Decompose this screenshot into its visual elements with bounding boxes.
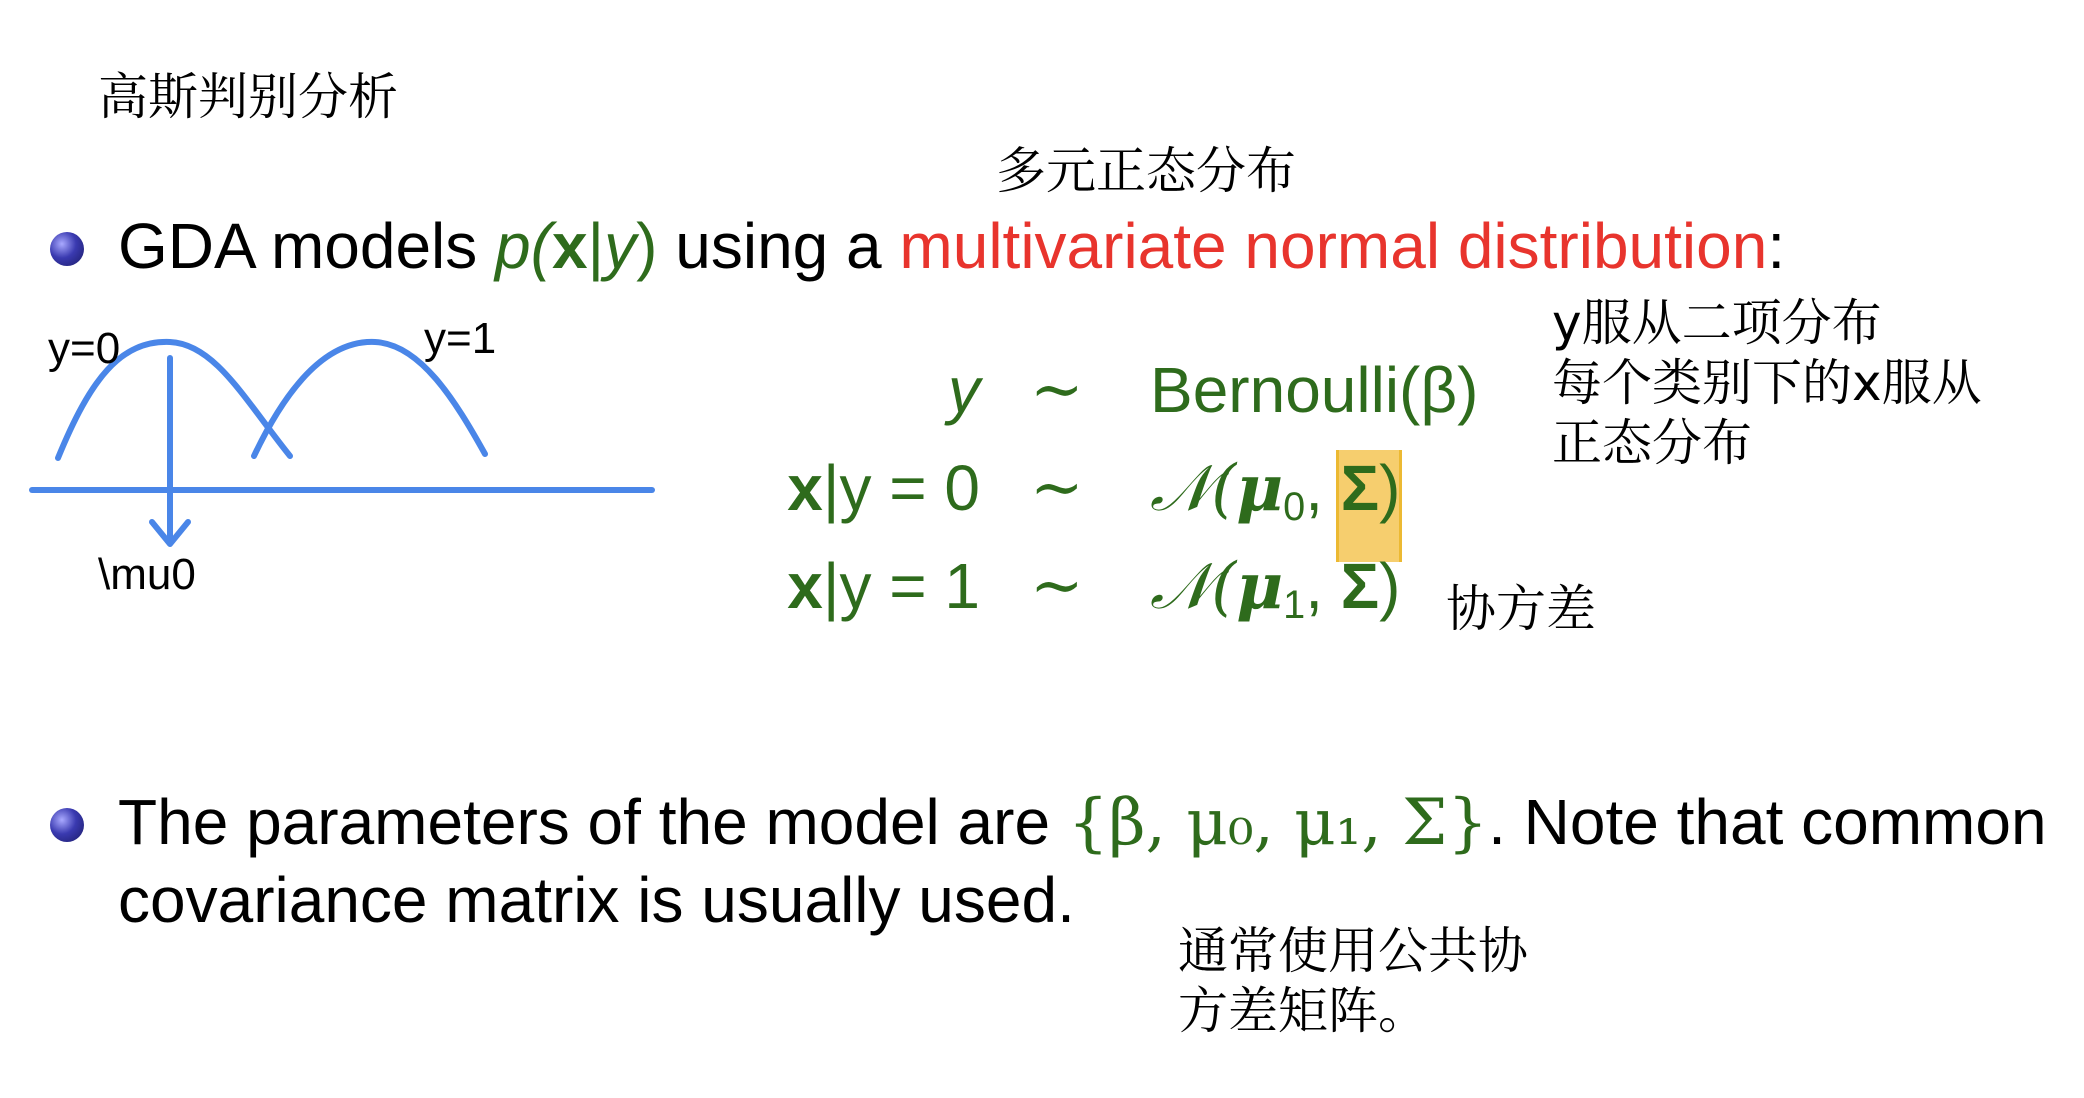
eq1-lhs: y [948, 354, 980, 426]
title-note: 高斯判别分析 [98, 68, 398, 126]
bullet-2-line-2: covariance matrix is usually used. [118, 864, 1075, 936]
covariance-note: 协方差 [1446, 580, 1596, 638]
eq2-rhs: $𝒩(\mu_0$, Σ) [1150, 451, 1401, 529]
highlight-term: multivariate normal distribution [899, 210, 1768, 282]
label-mu0: \mu0 [98, 550, 196, 599]
bottom-note-line-2: 方差矩阵。 [1178, 982, 1428, 1040]
label-y0: y=0 [48, 324, 121, 373]
bullet-1-middle: using a [657, 210, 900, 282]
eq3-sim: ∼ [1030, 549, 1084, 623]
label-y1: y=1 [424, 314, 497, 363]
bullet-1-text: GDA models p(x|y) using a multivariate normal distribution: [118, 210, 1786, 282]
eq2-sim: ∼ [1030, 451, 1084, 525]
bullet-2-text-before: The parameters of the model are [118, 786, 1068, 858]
bullet-2-line-1 [118, 784, 2047, 861]
eq1-rhs: Bernoulli(β) [1150, 354, 1479, 426]
bullet-2-text-after: . Note that common [1488, 786, 2047, 858]
top-note: 多元正态分布 [996, 142, 1296, 200]
bullet-marker-1 [50, 232, 84, 266]
model-expression: p(x|y) [495, 210, 658, 282]
eq2-lhs: x|y = 0 [787, 452, 980, 524]
side-note-line-3: 正态分布 [1552, 414, 1752, 472]
bullet-1-prefix: GDA models [118, 210, 496, 282]
eq3-rhs: $𝒩(\mu_1$, Σ) [1150, 549, 1401, 627]
bottom-note-line-1: 通常使用公共协 [1178, 922, 1528, 980]
eq3-lhs: x|y = 1 [787, 550, 980, 622]
side-note-line-2: 每个类别下的x服从 [1552, 354, 1982, 412]
eq1-sim: ∼ [1030, 353, 1084, 427]
parameter-set: {β, μ₀, μ₁, Σ} [1067, 786, 1489, 860]
side-note-line-1: y服从二项分布 [1552, 294, 1882, 352]
bullet-marker-2 [50, 808, 84, 842]
